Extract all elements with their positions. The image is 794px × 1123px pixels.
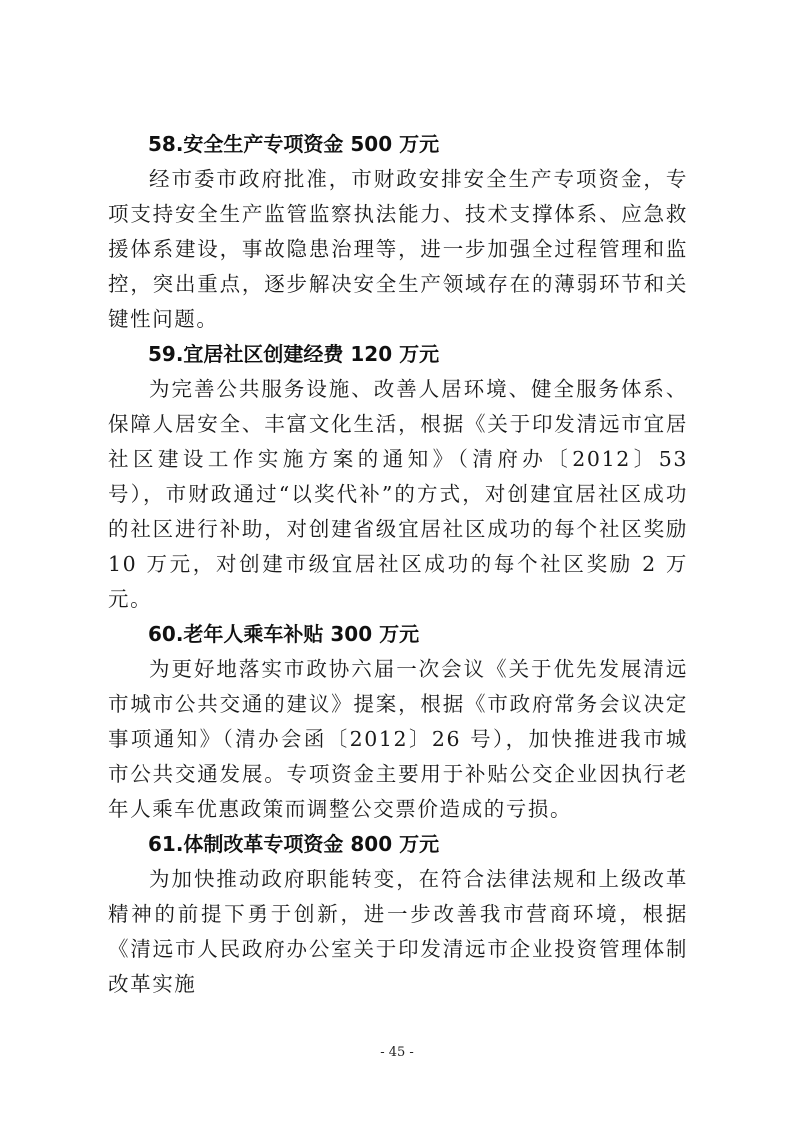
section-body-60: 为更好地落实市政协六届一次会议《关于优先发展清远市城市公共交通的建议》提案，根据《市政府常务会议决定事项通知》（清办会函〔2012〕26 号），加快推进我市城市公共交通发展。专项资金主要用于补贴公交企业因执行老年人乘车优惠政策而调整公交票价造成的亏损。: [108, 657, 688, 821]
page-content: [108, 127, 688, 1002]
section-title-59: 59.宜居社区创建经费 120 万元: [148, 342, 440, 366]
section-body-58: 经市委市政府批准，市财政安排安全生产专项资金，专项支持安全生产监管监察执法能力、技术支撑体系、应急救援体系建设，事故隐患治理等，进一步加强全过程管理和监控，突出重点，逐步解决安全生产领域存在的薄弱环节和关键性问题。: [108, 167, 688, 331]
section-body-61: 为加快推动政府职能转变，在符合法律法规和上级改革精神的前提下勇于创新，进一步改善我市营商环境，根据《清远市人民政府办公室关于印发清远市企业投资管理体制改革实施: [108, 867, 688, 996]
section-title-60: 60.老年人乘车补贴 300 万元: [148, 622, 420, 646]
section-title-58: 58.安全生产专项资金 500 万元: [148, 132, 440, 156]
section-title-61: 61.体制改革专项资金 800 万元: [148, 832, 440, 856]
page-number: - 45 -: [380, 1045, 414, 1060]
section-body-59: 为完善公共服务设施、改善人居环境、健全服务体系、保障人居安全、丰富文化生活，根据《关于印发清远市宜居社区建设工作实施方案的通知》（清府办〔2012〕53 号），市财政通过“以奖代补”的方式，对创建宜居社区成功的社区进行补助，对创建省级宜居社区成功的每个社区奖励 10 万元，对创建市级宜居社区成功的每个社区奖励 2 万元。: [108, 377, 688, 611]
